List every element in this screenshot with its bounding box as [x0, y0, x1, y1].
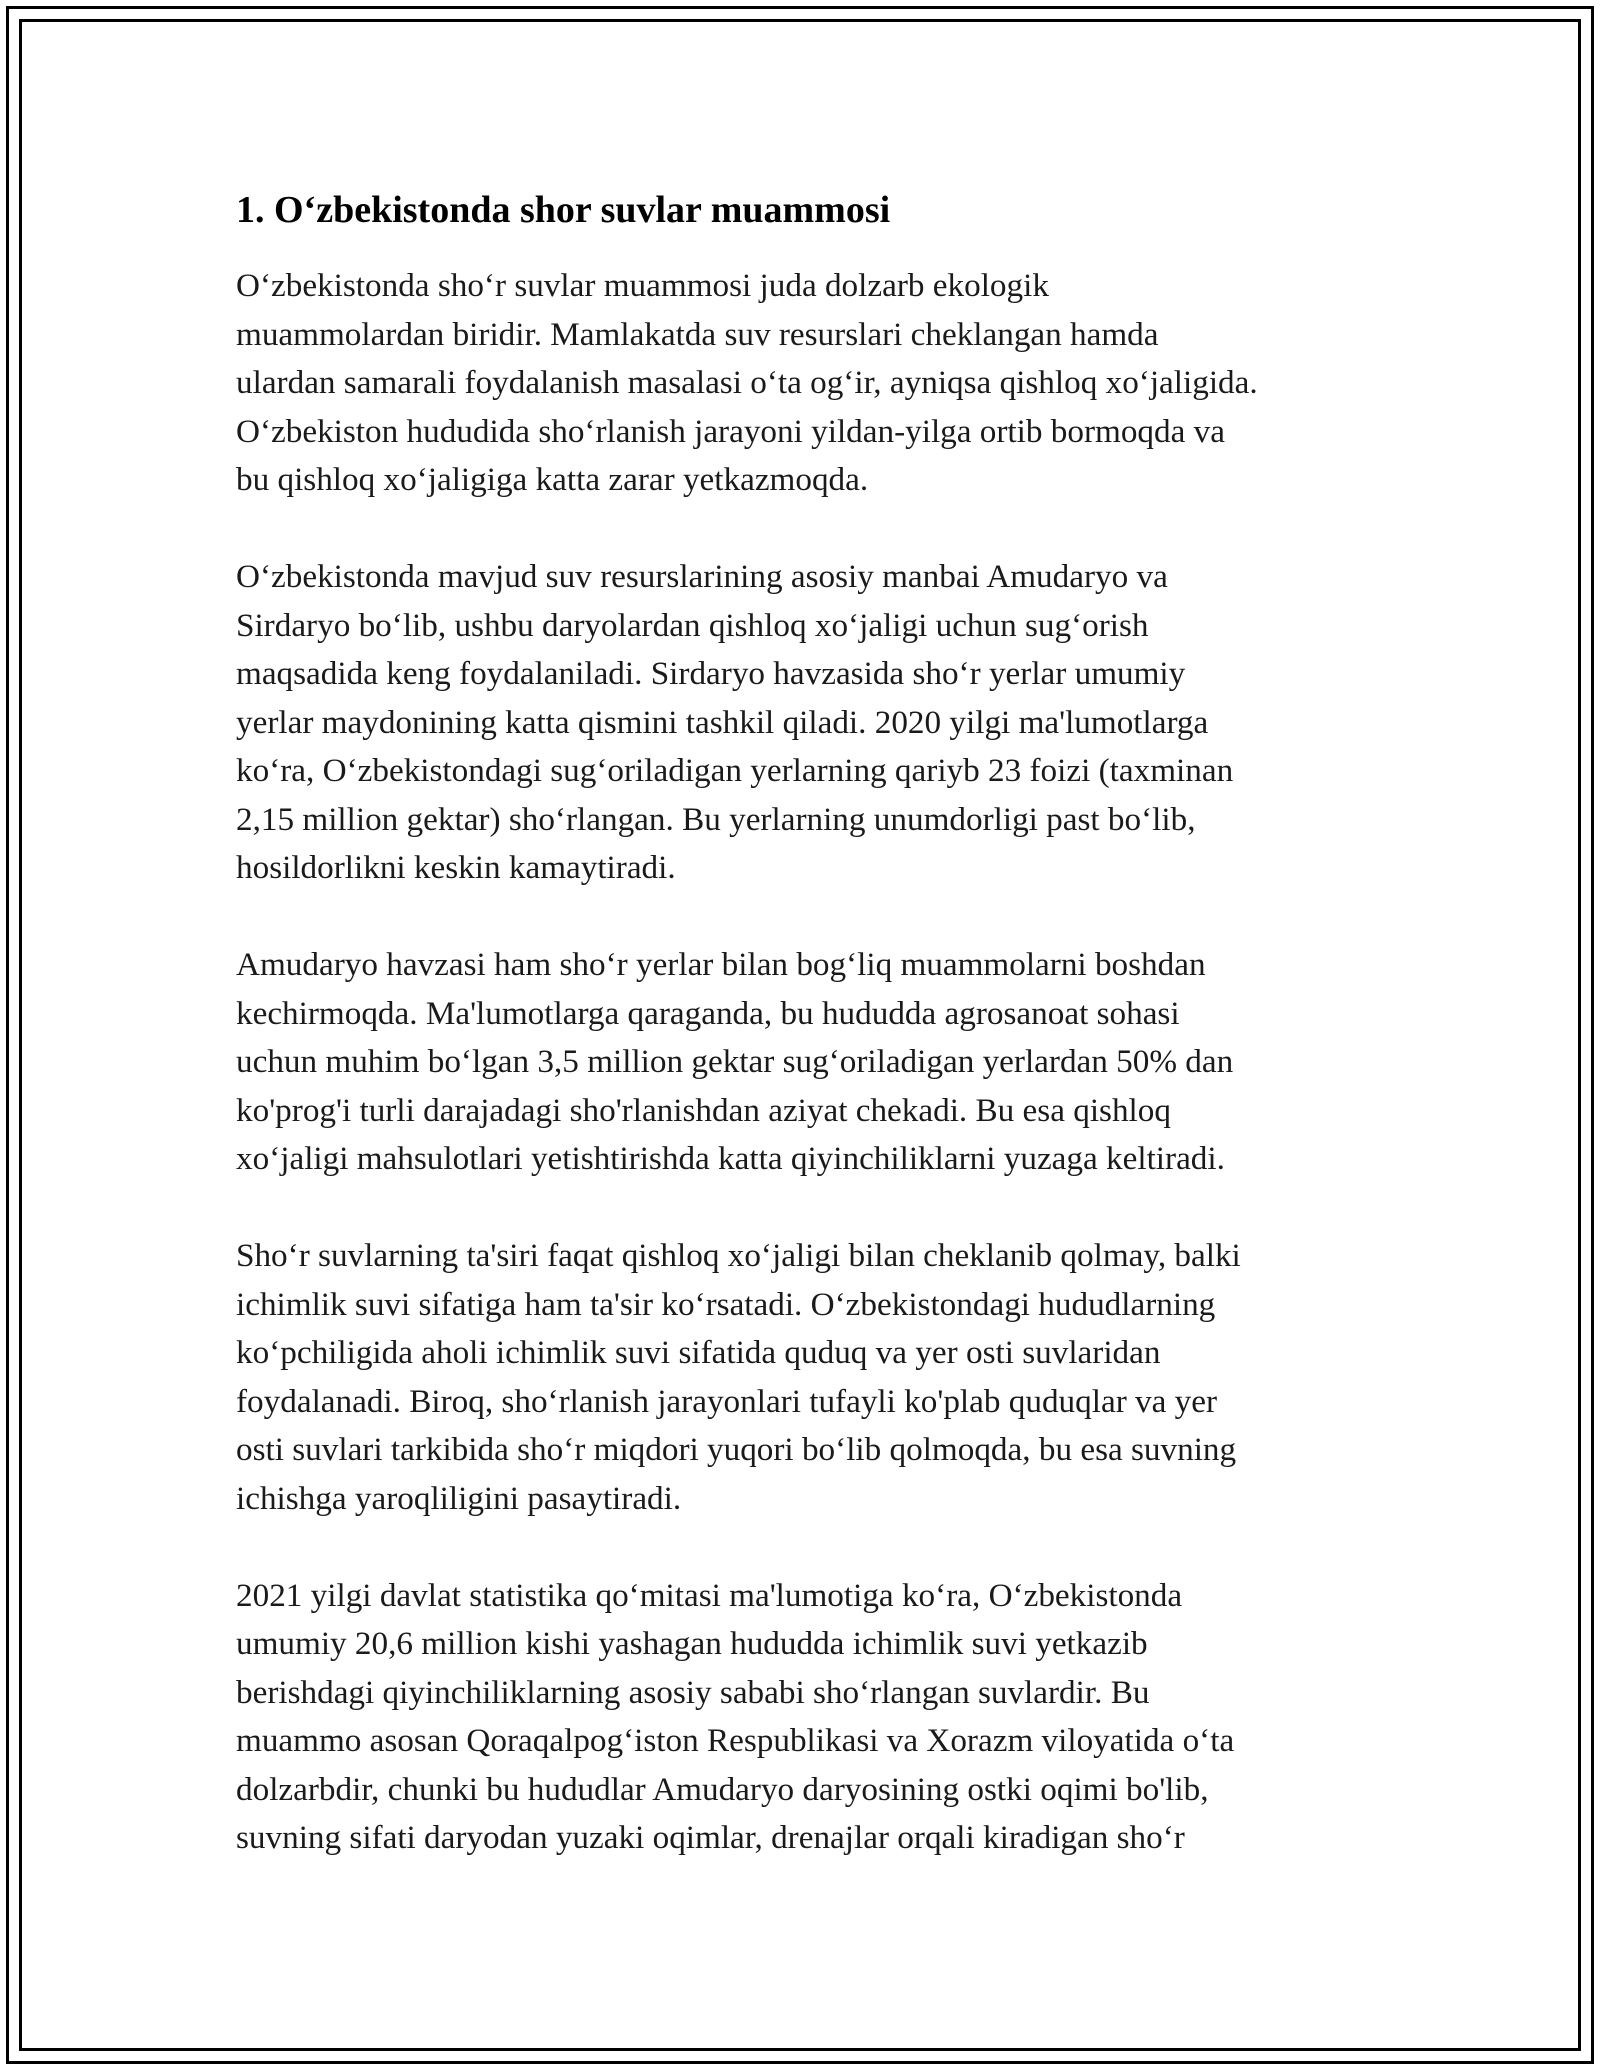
- paragraph-5: 2021 yilgi davlat statistika qo‘mitasi ma'lumotiga ko‘ra, O‘zbekistonda umumiy 20,6 million kishi yashagan hududda ichimlik suvi yetkazib berishdagi qiyinchiliklarning asosiy sababi sho‘rlangan suvlardir. Bu muammo asosan Qoraqalpog‘iston Respublikasi va Xorazm viloyatida o‘ta dolzarbdir, chunki bu hududlar Amudaryo daryosining ostki oqimi bo'lib, suvning sifati daryodan yuzaki oqimlar, drenajlar orqali kiradigan sho‘r: [236, 1576, 1235, 1856]
- document-body: [236, 186, 1376, 1911]
- paragraph-1: O‘zbekistonda sho‘r suvlar muammosi juda dolzarb ekologik muammolardan biridir. Mamlakatda suv resurslari cheklangan hamda ulardan samarali foydalanish masalasi o‘ta og‘ir, ayniqsa qishloq xo‘jaligida. O‘zbekiston hududida sho‘rlanish jarayoni yildan-yilga ortib bormoqda va bu qishloq xo‘jaligiga katta zarar yetkazmoqda.: [236, 267, 1258, 498]
- paragraph-2: O‘zbekistonda mavjud suv resurslarining asosiy manbai Amudaryo va Sirdaryo bo‘lib, ushbu daryolardan qishloq xo‘jaligi uchun sug‘orish maqsadida keng foydalaniladi. Sirdaryo havzasida sho‘r yerlar umumiy yerlar maydonining katta qismini tashkil qiladi. 2020 yilgi ma'lumotlarga ko‘ra, O‘zbekistondagi sug‘oriladigan yerlarning qariyb 23 foizi (taxminan 2,15 million gektar) sho‘rlangan. Bu yerlarning unumdorligi past bo‘lib, hosildorlikni keskin kamaytiradi.: [236, 558, 1234, 886]
- paragraph-3: Amudaryo havzasi ham sho‘r yerlar bilan bog‘liq muammolarni boshdan kechirmoqda. Ma'lumotlarga qaraganda, bu hududda agrosanoat sohasi uchun muhim bo‘lgan 3,5 million gektar sug‘oriladigan yerlardan 50% dan ko'prog'i turli darajadagi sho'rlanishdan aziyat chekadi. Bu esa qishloq xo‘jaligi mahsulotlari yetishtirishda katta qiyinchiliklarni yuzaga keltiradi.: [236, 946, 1234, 1177]
- paragraph-4: Sho‘r suvlarning ta'siri faqat qishloq xo‘jaligi bilan cheklanib qolmay, balki ichimlik suvi sifatiga ham ta'sir ko‘rsatadi. O‘zbekistondagi hududlarning ko‘pchiligida aholi ichimlik suvi sifatida quduq va yer osti suvlaridan foydalanadi. Biroq, sho‘rlanish jarayonlari tufayli ko'plab quduqlar va yer osti suvlari tarkibida sho‘r miqdori yuqori bo‘lib qolmoqda, bu esa suvning ichishga yaroqliligini pasaytiradi.: [236, 1237, 1241, 1517]
- section-heading: 1. O‘zbekistonda shor suvlar muammosi: [236, 189, 891, 231]
